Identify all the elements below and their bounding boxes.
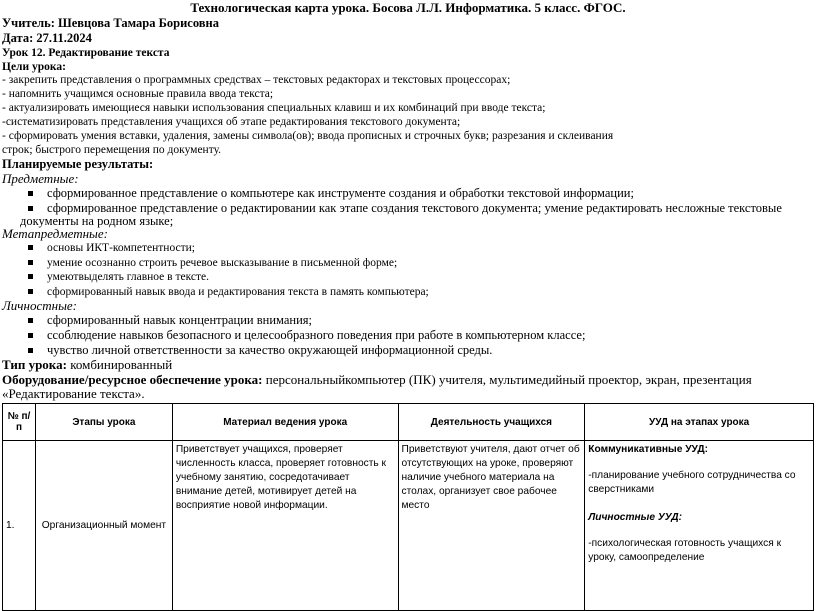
column-header-activity: Деятельность учащихся [398,404,585,441]
bullet-icon [28,289,33,294]
subject-results-label: Предметные: [2,171,79,186]
goal-item: - актуализировать имеющиеся навыки использования специальных клавиш и их комбинаций при вводе текста; [2,102,546,114]
goal-item: - напомнить учащимся основные правила ввода текста; [2,88,274,100]
column-header-uud: УУД на этапах урока [585,404,814,441]
equipment-line: Оборудование/ресурсное обеспечение урока: персональныйкомпьютер (ПК) учителя, мультимедийный проектор, экран, презентация [2,372,752,387]
personal-result-item: чувство личной ответственности за качество окружающей информационной среды. [28,343,492,358]
teacher-line: Учитель: Шевцова Тамара Борисовна [2,16,219,30]
goal-item: - закрепить представления о программных средствах – текстовых редакторах и текстовых процессорах; [2,74,511,86]
metasubject-results-label: Метапредметные: [2,226,108,241]
bullet-icon [28,348,33,353]
subject-result-continuation: документы на родном языке; [20,214,174,228]
row-uud [585,441,814,611]
lesson-stages-table [2,403,814,611]
lesson-title: Урок 12. Редактирование текста [2,47,170,59]
uud-personal-text: -психологическая готовность учащихся к уроку, самоопределение [588,538,782,563]
equipment-line-continued: «Редактирование текста». [2,386,145,401]
bullet-icon [28,245,33,250]
row-number: 1. [3,441,36,611]
subject-result-item: сформированное представление о компьютере как инструменте создания и обработки текстовой информации; [28,186,634,201]
document-title: Технологическая карта урока. Босова Л.Л. Информатика. 5 класс. ФГОС. [190,0,626,15]
row-stage: Организационный момент [35,441,172,611]
bullet-icon [28,206,33,211]
row-material: Приветствует учащихся, проверяет численность класса, проверяет готовность к учебному занятию, сосредотачивает внимание детей, мотивирует детей на восприятие новой информации. [172,441,398,611]
goal-item: строк; быстрого перемещения по документу. [2,144,222,156]
bullet-icon [28,191,33,196]
metasubject-result-item: умение осознанно строить речевое высказывание в письменной форме; [28,256,397,271]
lesson-type-line: Тип урока: комбинированный [2,357,173,372]
column-header-material: Материал ведения урока [172,404,398,441]
subject-result-item: сформированное представление о редактировании как этапе создания текстового документа; умение редактировать несложные текстовые [28,201,782,216]
uud-personal-title: Личностные УУД: [588,512,683,523]
date-line: Дата: 27.11.2024 [2,31,92,45]
bullet-icon [28,274,33,279]
goal-item: - сформировать умения вставки, удаления, замены символа(ов); ввода прописных и строчных букв; разрезания и склеивания [2,130,614,142]
column-header-stage: Этапы урока [35,404,172,441]
uud-communicative-title: Коммуникативные УУД: [588,444,709,455]
personal-results-label: Личностные: [2,298,77,313]
column-header-number: № п/п [3,404,36,441]
metasubject-result-item: сформированный навык ввода и редактирования текста в память компьютера; [28,285,429,300]
results-heading: Планируемые результаты: [2,157,154,171]
goal-item: -систематизировать представления учащихся об этапе редактирования текстового документа; [2,116,461,128]
table-row [3,441,814,611]
personal-result-item: ссоблюдение навыков безопасного и целесообразного поведения при работе в компьютерном классе; [28,328,585,343]
row-activity: Приветствуют учителя, дают отчет об отсутствующих на уроке, проверяют наличие учебного материала на столах, организует свое рабочее место [398,441,585,611]
metasubject-result-item: умеютвыделять главное в тексте. [28,270,209,285]
metasubject-result-item: основы ИКТ-компетентности; [28,241,195,256]
uud-communicative-text: -планирование учебного сотрудничества со сверстниками [588,470,796,495]
bullet-icon [28,318,33,323]
bullet-icon [28,260,33,265]
table-header-row [3,404,814,441]
personal-result-item: сформированный навык концентрации внимания; [28,313,312,328]
bullet-icon [28,333,33,338]
goals-heading: Цели урока: [2,61,66,73]
